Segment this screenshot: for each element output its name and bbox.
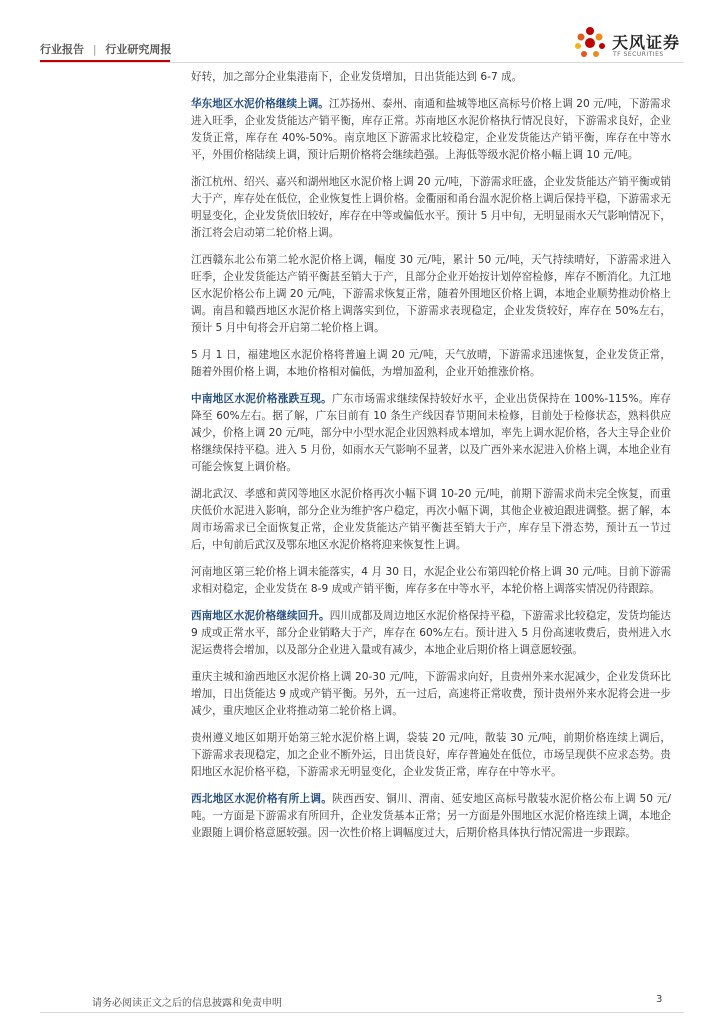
paragraph xyxy=(191,669,671,720)
paragraph-lead: 华东地区水泥价格继续上调。 xyxy=(191,98,329,110)
report-category xyxy=(40,41,171,57)
paragraph xyxy=(191,608,671,659)
paragraph-lead: 中南地区水泥价格涨跌互现。 xyxy=(191,393,332,405)
paragraph xyxy=(191,347,671,381)
paragraph-text: 浙江杭州、绍兴、嘉兴和湖州地区水泥价格上调 20 元/吨，下游需求旺盛，企业发货能达产销平衡或销大于产，库存处在低位，企业恢复性上调价格。金衢丽和甬台温水泥价格上调后保持平稳，下游需求无明显变化，企业发货依旧较好，库存在中等或偏低水平。预计 5 月中旬，无明显雨水天气影响情况下，浙江将会启动第二轮价格上调。 xyxy=(191,176,671,239)
paragraph xyxy=(191,486,671,554)
paragraph-lead: 西北地区水泥价格有所上调。 xyxy=(191,793,333,805)
paragraph xyxy=(191,791,671,842)
tf-securities-logo xyxy=(572,24,692,64)
paragraph xyxy=(191,730,671,781)
paragraph-lead: 西南地区水泥价格继续回升。 xyxy=(191,610,330,622)
page-header xyxy=(0,0,724,70)
category-label: 行业报告 xyxy=(40,43,84,56)
logo-name: 天风证券 xyxy=(612,33,681,52)
paragraph-text: 好转，加之部分企业集港南下，企业发货增加，日出货能达到 6-7 成。 xyxy=(191,71,523,83)
paragraph xyxy=(191,252,671,337)
paragraph-text: 陕西西安、铜川、渭南、延安地区高标号散装水泥价格公布上调 50 元/吨。一方面是下游需求有所回升，企业发货基本正常；另一方面是外围地区水泥价格连续上调，本地企业跟随上调价格意愿较强。因一次性价格上调幅度过大，后期价格具体执行情况需进一步跟踪。 xyxy=(191,793,671,839)
paragraph xyxy=(191,174,671,242)
paragraph-text: 江西赣东北公布第二轮水泥价格上调，幅度 30 元/吨，累计 50 元/吨，天气持续晴好，下游需求进入旺季，企业发货能达产销平衡甚至销大于产，且部分企业开始按计划停窑检修，库存不断消化。九江地区水泥价格公布上调 20 元/吨，下游需求恢复正常，随着外围地区价格上调，本地企业顺势推动价格上调。南昌和赣西地区水泥价格上调落实到位，下游需求表现稳定，企业发货较好，库存在 50%左右，预计 5 月中旬将会开启第二轮价格上调。 xyxy=(191,254,671,334)
paragraph-text: 贵州遵义地区如期开始第三轮水泥价格上调，袋装 20 元/吨，散装 30 元/吨，前期价格连续上调后，下游需求表现稳定，加之企业不断外运，日出货良好，库存普遍处在低位，市场呈现供不应求态势。贵阳地区水泥价格平稳，下游需求无明显变化，企业发货正常，库存在中等水平。 xyxy=(191,732,671,778)
page-number: 3 xyxy=(656,994,663,1005)
paragraph-text: 5 月 1 日，福建地区水泥价格将普遍上调 20 元/吨，天气放晴，下游需求迅速恢复，企业发货正常，随着外围价格上调，本地价格相对偏低，为增加盈利，企业开始推涨价格。 xyxy=(191,349,671,378)
footer-divider xyxy=(40,1012,684,1013)
paragraph-text: 河南地区第三轮价格上调未能落实，4 月 30 日，水泥企业公布第四轮价格上调 30 元/吨。目前下游需求相对稳定，企业发货在 8-9 成或产销平衡，库存多在中等水平，本轮价格上调落实情况仍待跟踪。 xyxy=(191,566,671,595)
paragraph-text: 四川成都及周边地区水泥价格保持平稳，下游需求比较稳定，发货均能达 9 成或正常水平，部分企业销略大于产，库存在 60%左右。预计进入 5 月份高速收费后，贵州进入水泥运费将会增加，以及部分企业进入量或有减少，本地企业后期价格上调意愿较强。 xyxy=(191,610,671,656)
footer-disclaimer: 请务必阅读正文之后的信息披露和免责申明 xyxy=(92,998,282,1009)
category-separator: | xyxy=(92,43,97,56)
report-body xyxy=(191,69,671,852)
paragraph-text: 湖北武汉、孝感和黄冈等地区水泥价格再次小幅下调 10-20 元/吨，前期下游需求尚未完全恢复，而重庆低价水泥进入影响，部分企业为维护客户稳定，再次小幅下调，其他企业被迫跟进调整。据了解，本周市场需求已全面恢复正常，企业发货能达产销平衡甚至销大于产，库存呈下滑态势，预计五一节过后，中旬前后武汉及鄂东地区水泥价格将迎来恢复性上调。 xyxy=(191,488,671,551)
logo-petal-icon xyxy=(572,24,608,62)
subcategory-label: 行业研究周报 xyxy=(105,43,172,56)
paragraph xyxy=(191,564,671,598)
paragraph-text: 江苏扬州、泰州、南通和盐城等地区高标号价格上调 20 元/吨，下游需求进入旺季，企业发货能达产销平衡，库存正常。苏南地区水泥价格执行情况良好，下游需求良好，企业发货正常，库存在 40%-50%。南京地区下游需求比较稳定，企业发货能达产销平衡，库存在中等水平，外围价格陆续上调，预计后期价格将会继续趋强。上海低等级水泥价格小幅上调 10 元/吨。 xyxy=(191,98,671,161)
logo-subtitle: TF SECURITIES xyxy=(613,51,664,58)
paragraph xyxy=(191,391,671,476)
header-divider xyxy=(40,62,684,63)
paragraph xyxy=(191,96,671,164)
paragraph-text: 重庆主城和渝西地区水泥价格上调 20-30 元/吨，下游需求向好，且贵州外来水泥减少，企业发货环比增加，日出货能达 9 成或产销平衡。另外，五一过后，高速将正常收费，预计贵州外来水泥将会进一步减少，重庆地区企业将推动第二轮价格上调。 xyxy=(191,671,671,717)
paragraph-text: 广东市场需求继续保持较好水平，企业出货保持在 100%-115%。库存降至 60%左右。据了解，广东目前有 10 条生产线因春节期间未检修，目前处于检修状态，熟料供应减少，价格上调 20 元/吨，部分中小型水泥企业因熟料成本增加，率先上调水泥价格，各大主导企业价格继续保持平稳。进入 5 月份，如雨水天气影响不显著，以及广西外来水泥进入价格上调，本地企业有可能会恢复上调价格。 xyxy=(191,393,672,473)
paragraph xyxy=(191,69,671,86)
